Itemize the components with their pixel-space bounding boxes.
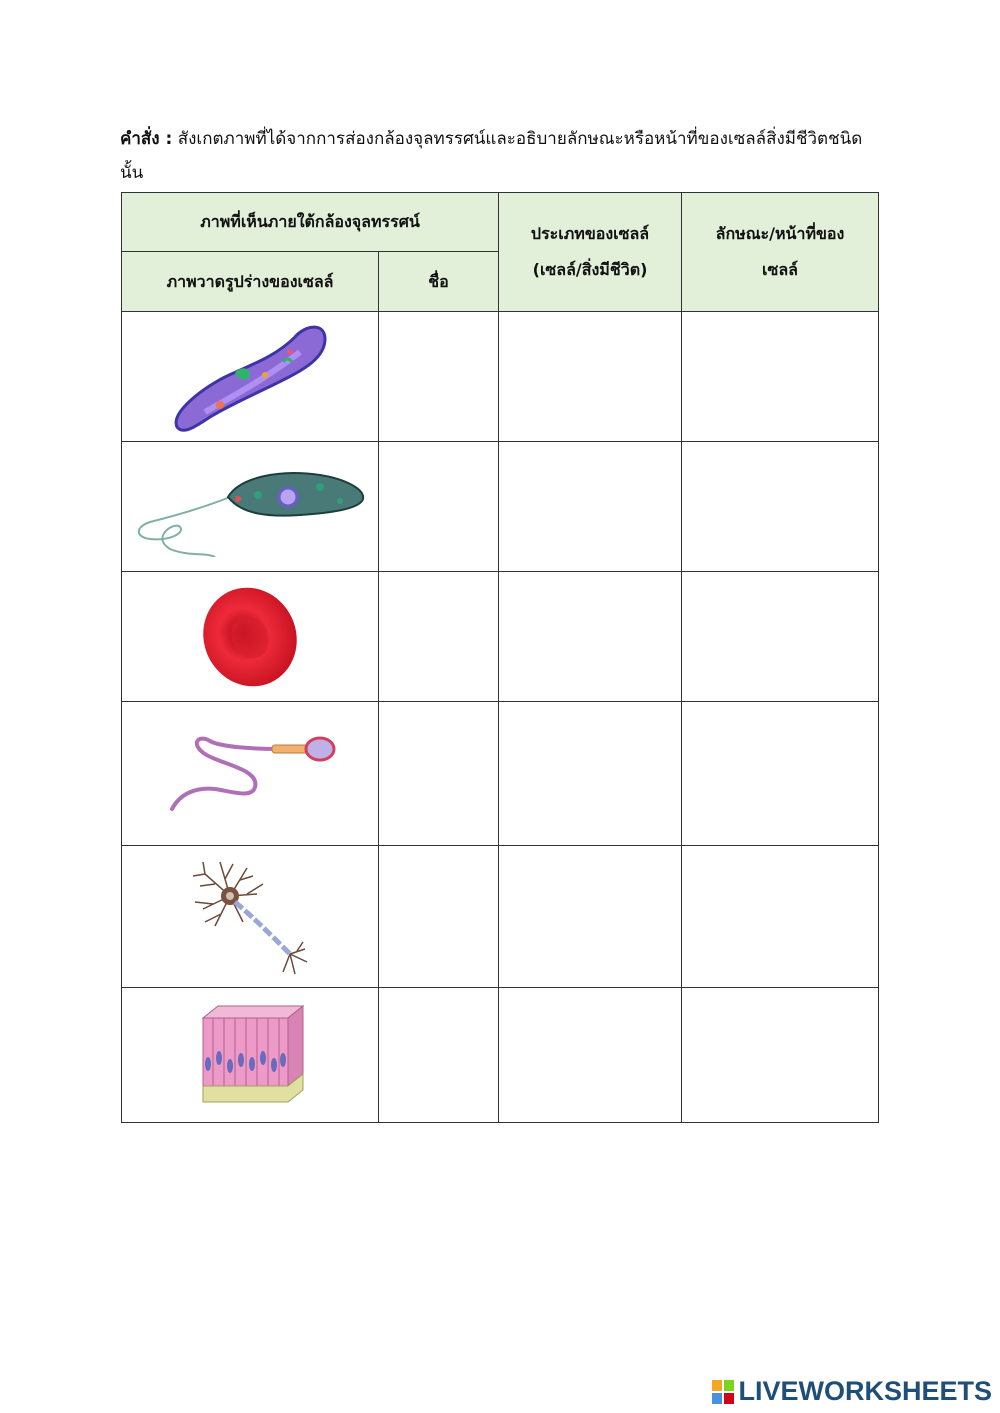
function-cell[interactable] [682, 312, 879, 442]
type-cell[interactable] [499, 572, 682, 702]
table-row [122, 312, 879, 442]
sperm-cell-image [160, 729, 340, 819]
drawing-cell [122, 442, 379, 572]
header-cell-type [499, 193, 682, 312]
name-cell[interactable] [379, 442, 499, 572]
type-cell[interactable] [499, 702, 682, 846]
table-row [122, 988, 879, 1123]
drawing-cell [122, 988, 379, 1123]
table-row [122, 702, 879, 846]
instruction-label: คำสั่ง : [120, 129, 173, 149]
name-cell[interactable] [379, 312, 499, 442]
table-row [122, 572, 879, 702]
worksheet-table [121, 192, 879, 1123]
header-cell-function [682, 193, 879, 312]
header-function-line1: ลักษณะ/หน้าที่ของ [715, 224, 845, 243]
header-function-line2: เซลล์ [762, 260, 798, 279]
neuron-image [185, 854, 315, 979]
type-cell[interactable] [499, 312, 682, 442]
name-cell[interactable] [379, 702, 499, 846]
header-type-line1: ประเภทของเซลล์ [530, 224, 650, 243]
table-row [122, 846, 879, 988]
epithelial-tissue-image [193, 998, 308, 1113]
liveworksheets-logo [712, 1376, 992, 1407]
red-blood-cell-image [195, 582, 305, 692]
function-cell[interactable] [682, 702, 879, 846]
name-cell[interactable] [379, 572, 499, 702]
type-cell[interactable] [499, 988, 682, 1123]
name-cell[interactable] [379, 988, 499, 1123]
header-drawing: ภาพวาดรูปร่างของเซลล์ [122, 252, 379, 312]
drawing-cell [122, 312, 379, 442]
paramecium-image [165, 317, 335, 437]
drawing-cell [122, 572, 379, 702]
table-row [122, 442, 879, 572]
instruction-line1: สังเกตภาพที่ได้จากการส่องกล้องจุลทรรศน์และอธิบายลักษณะหรือหน้าที่ของเซลล์สิ่งมีชีวิตชนิดนั้น [120, 129, 863, 183]
header-name: ชื่อ [379, 252, 499, 312]
function-cell[interactable] [682, 572, 879, 702]
function-cell[interactable] [682, 846, 879, 988]
euglena-image [130, 457, 370, 557]
drawing-cell [122, 702, 379, 846]
type-cell[interactable] [499, 442, 682, 572]
function-cell[interactable] [682, 442, 879, 572]
name-cell[interactable] [379, 846, 499, 988]
liveworksheets-logo-icon [712, 1380, 734, 1404]
drawing-cell [122, 846, 379, 988]
function-cell[interactable] [682, 988, 879, 1123]
header-type-line2: (เซลล์/สิ่งมีชีวิต) [532, 260, 648, 279]
type-cell[interactable] [499, 846, 682, 988]
header-group: ภาพที่เห็นภายใต้กล้องจุลทรรศน์ [122, 193, 499, 252]
liveworksheets-logo-text: LIVEWORKSHEETS [738, 1376, 992, 1406]
